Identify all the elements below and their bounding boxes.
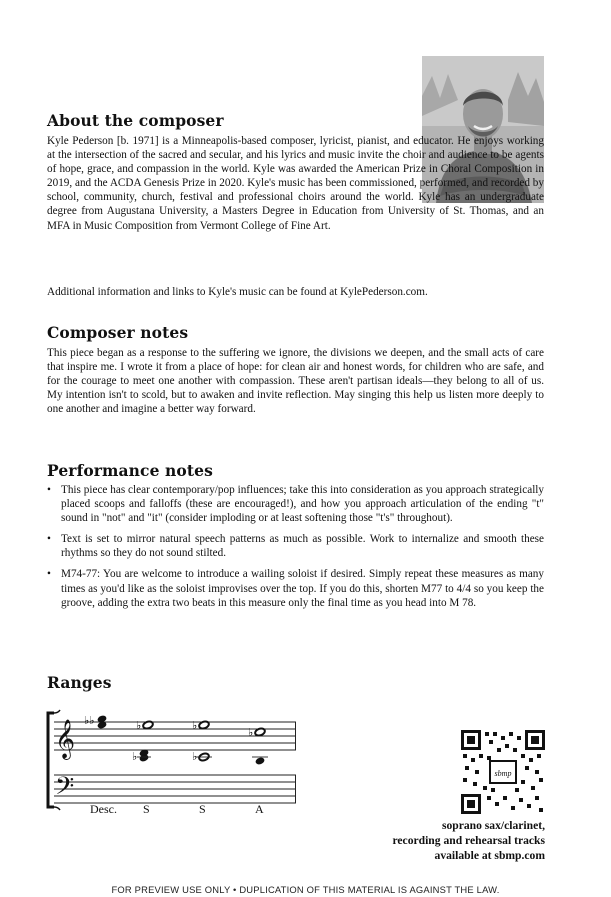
svg-text:♭: ♭	[248, 726, 254, 739]
performance-note	[47, 532, 544, 560]
about-bio: Kyle Pederson [b. 1971] is a Minneapolis-based composer, lyricist, pianist, and educator. He enjoys working at the intersection of the sacred and secular, and his lyrics and music invite the choir and audience to be agents of hope, grace, and compassion in the world. Kyle was awarded the American Prize in Choral Composition in 2019, and the ACDA Genesis Prize in 2020. Kyle's music has been commissioned, performed, and recorded by school, community, church, festival and professional choirs around the world. Kyle has an undergraduate degree from Augustana University, a Masters Degree in Education from University of St. Thomas, and an MFA in Music Composition from Vermont College of Fine Art.	[47, 135, 544, 232]
bullet: •	[47, 484, 51, 496]
about-additional: Additional information and links to Kyle's music can be found at KylePederson.com.	[47, 286, 428, 298]
svg-text:𝄞: 𝄞	[55, 719, 76, 759]
qr-center-logo: sbmp	[494, 769, 512, 778]
qr-caption-line: recording and rehearsal tracks	[392, 834, 545, 847]
bullet: •	[47, 568, 51, 581]
qr-caption-line: available at sbmp.com	[434, 849, 545, 862]
bullet: •	[47, 533, 51, 546]
ranges-heading: Ranges	[47, 673, 112, 692]
svg-text:♭: ♭	[192, 750, 198, 763]
performance-note	[47, 567, 544, 609]
composer-notes-heading: Composer notes	[47, 323, 189, 342]
composer-notes-text: This piece began as a response to the suffering we ignore, the divisions we deepen, and the small acts of care that inspire me. I wrote it from a place of hope: for clean air and honest words, for children who are safe, and for the courage to meet one another with compassion. These aren't partisan ideals—they belong to all of us. My intention isn't to scold, but to awaken and invite reflection. May singing this help us listen more deeply to one another and imagine a better way forward.	[47, 347, 544, 416]
performance-notes-heading: Performance notes	[47, 461, 213, 480]
qr-caption-line: soprano sax/clarinet,	[441, 819, 545, 832]
svg-text:𝄢: 𝄢	[55, 772, 75, 807]
range-label-alto: A	[255, 802, 264, 816]
performance-note	[47, 483, 544, 525]
range-label-descant: Desc.	[90, 802, 117, 816]
qr-code[interactable]	[461, 730, 545, 814]
qr-caption	[340, 818, 545, 863]
svg-text:♭♭: ♭♭	[84, 714, 95, 727]
preview-footer: FOR PREVIEW USE ONLY • DUPLICATION OF THIS MATERIAL IS AGAINST THE LAW.	[111, 884, 500, 895]
svg-text:♭: ♭	[136, 719, 142, 732]
range-label-soprano-1: S	[143, 802, 150, 816]
svg-text:♭: ♭	[192, 719, 198, 732]
performance-note-text: Text is set to mirror natural speech patterns as much as possible. Work to internalize and smooth these rhythms so they do not sound stilted.	[61, 533, 544, 560]
performance-note-text: This piece has clear contemporary/pop influences; take this into consideration as you approach strategically placed scoops and falloffs (these are encouraged!), and how you approach articulation of the ending "t" sound in "not" and "it" (consider imploding or at least softening those "t's" throughout).	[61, 484, 544, 525]
svg-text:♭: ♭	[132, 750, 138, 763]
performance-notes-list	[47, 483, 544, 617]
range-label-soprano-2: S	[199, 802, 206, 816]
performance-note-text: M74-77: You are welcome to introduce a wailing soloist if desired. Simply repeat these measures as many times as you'd like as the soloist improvises over the top. If you do this, shorten M77 to 4/4 so you keep the groove, adding the extra two beats in this measure only the final time as you head into M 78.	[61, 568, 544, 609]
about-heading: About the composer	[47, 111, 224, 130]
